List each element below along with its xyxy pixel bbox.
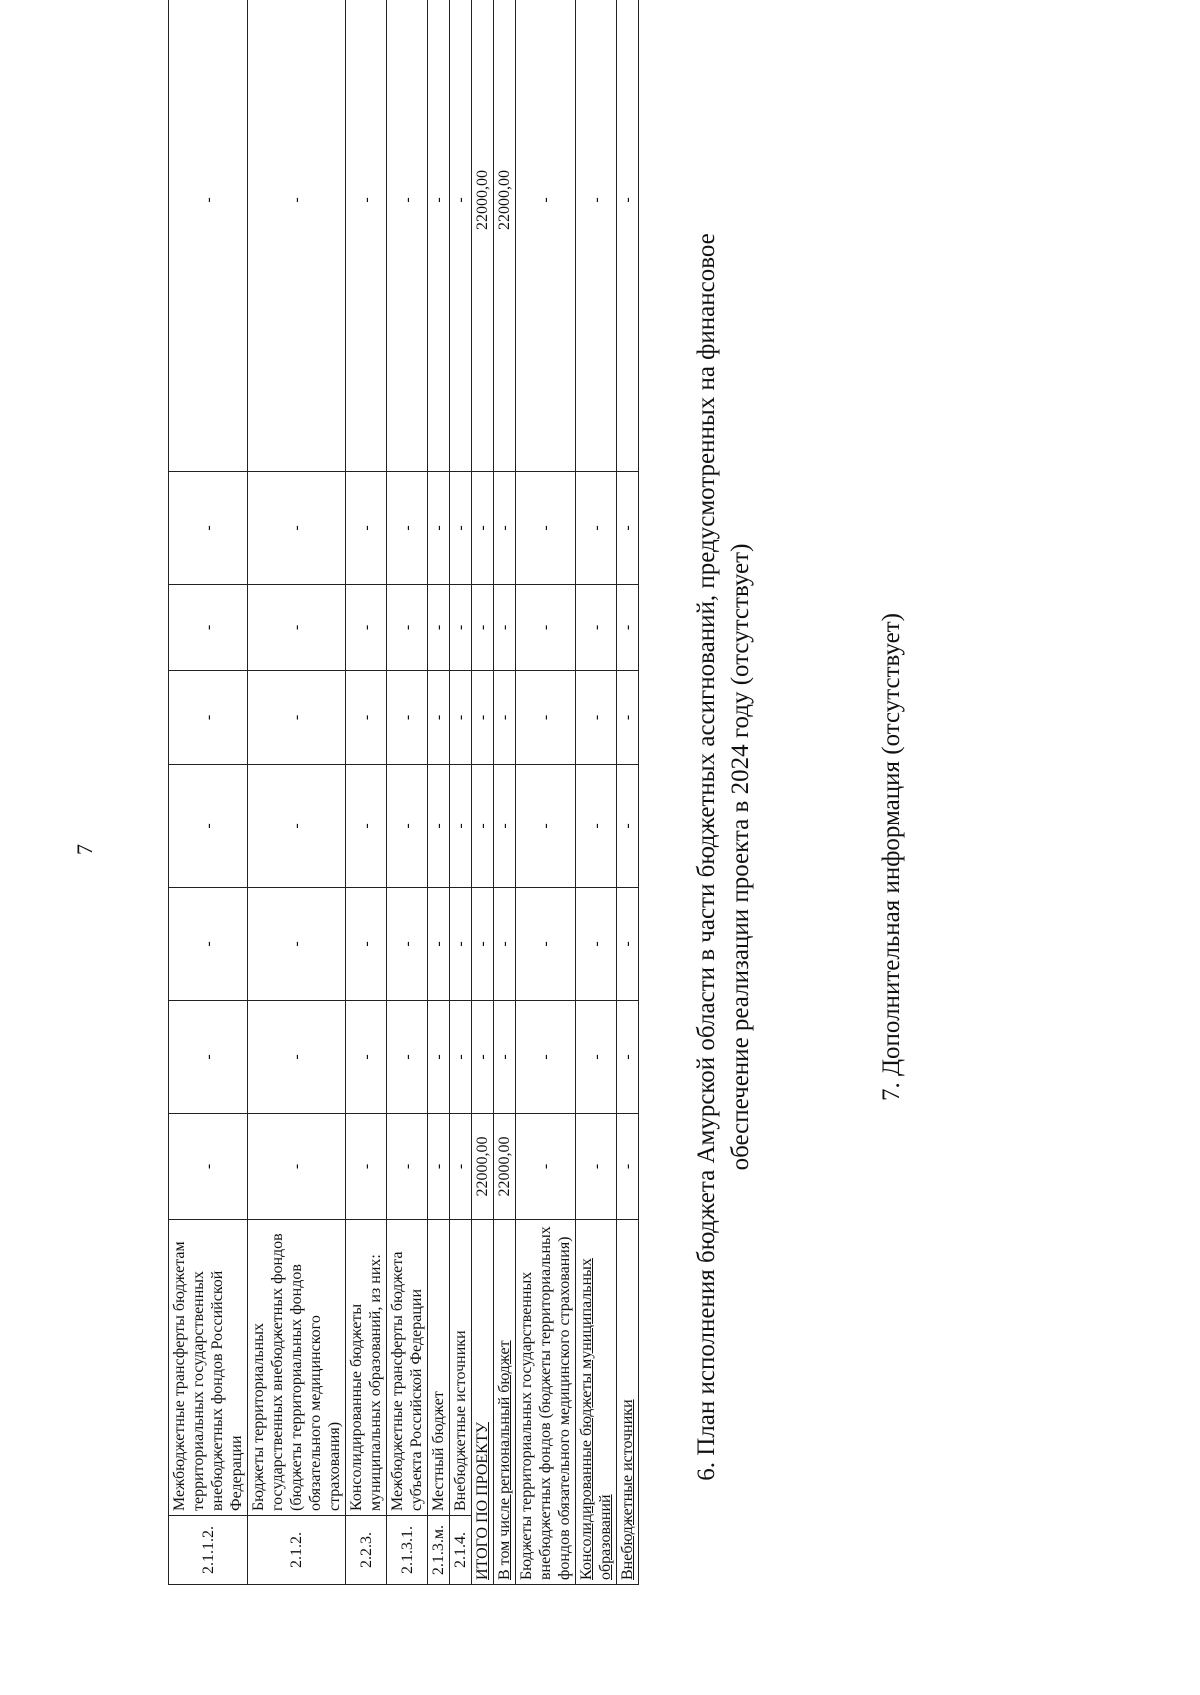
table-row: [516, 0, 576, 1585]
value-cell: -: [576, 765, 617, 888]
value-cell: -: [617, 1001, 639, 1114]
value-cell: -: [617, 0, 639, 472]
table-row: [617, 0, 639, 1585]
value-cell: 22000,00: [472, 1114, 494, 1220]
value-cell: -: [169, 472, 248, 585]
summary-row-name: Внебюджетные источники: [617, 1220, 639, 1585]
value-cell: -: [494, 888, 516, 1001]
value-cell: -: [516, 671, 576, 765]
value-cell: -: [450, 1114, 472, 1220]
value-cell: -: [516, 585, 576, 671]
value-cell: -: [387, 888, 428, 1001]
value-cell: -: [169, 765, 248, 888]
value-cell: -: [617, 765, 639, 888]
value-cell: -: [387, 585, 428, 671]
value-cell: -: [428, 585, 450, 671]
value-cell: -: [387, 472, 428, 585]
value-cell: -: [494, 585, 516, 671]
table-row: [248, 0, 346, 1585]
value-cell: -: [450, 472, 472, 585]
value-cell: -: [472, 671, 494, 765]
value-cell: -: [346, 765, 387, 888]
row-code: 2.1.1.2.: [169, 1516, 248, 1585]
budget-table-body: [169, 0, 639, 1585]
value-cell: -: [576, 0, 617, 472]
value-cell: -: [494, 671, 516, 765]
value-cell: -: [346, 0, 387, 472]
table-row: [450, 0, 472, 1585]
value-cell: -: [576, 888, 617, 1001]
row-code: 2.1.3.м.: [428, 1516, 450, 1585]
value-cell: -: [248, 472, 346, 585]
page-number: 7: [72, 844, 97, 855]
summary-row-name: ИТОГО ПО ПРОЕКТУ: [472, 1220, 494, 1585]
row-name: Консолидированные бюджеты муниципальных образований, из них:: [346, 1220, 387, 1516]
value-cell: -: [516, 1001, 576, 1114]
summary-row-name: В том числе региональный бюджет: [494, 1220, 516, 1585]
value-cell: -: [450, 0, 472, 472]
value-cell: -: [428, 671, 450, 765]
value-cell: -: [450, 765, 472, 888]
row-code: 2.1.3.1.: [387, 1516, 428, 1585]
value-cell: -: [576, 1114, 617, 1220]
value-cell: 22000,00: [494, 1114, 516, 1220]
value-cell: -: [428, 888, 450, 1001]
row-code: 2.1.2.: [248, 1516, 346, 1585]
value-cell: -: [576, 671, 617, 765]
value-cell: -: [617, 472, 639, 585]
value-cell: -: [248, 0, 346, 472]
value-cell: -: [428, 765, 450, 888]
value-cell: -: [387, 0, 428, 472]
value-cell: -: [516, 472, 576, 585]
value-cell: -: [450, 888, 472, 1001]
table-row: [494, 0, 516, 1585]
value-cell: -: [387, 1001, 428, 1114]
row-code: 2.2.3.: [346, 1516, 387, 1585]
value-cell: -: [346, 472, 387, 585]
table-row: [346, 0, 387, 1585]
row-name: Бюджеты территориальных государственных внебюджетных фондов (бюджеты территориальных фондов обязательного медицинского страхования): [248, 1220, 346, 1516]
value-cell: -: [494, 1001, 516, 1114]
row-code: 2.1.4.: [450, 1516, 472, 1585]
section-6-heading: [690, 129, 758, 1585]
value-cell: -: [248, 1001, 346, 1114]
value-cell: -: [617, 1114, 639, 1220]
value-cell: -: [169, 1001, 248, 1114]
row-name: Межбюджетные трансферты бюджета субъекта Российской Федерации: [387, 1220, 428, 1516]
value-cell: -: [494, 765, 516, 888]
value-cell: -: [494, 472, 516, 585]
value-cell: -: [387, 765, 428, 888]
value-cell: -: [472, 888, 494, 1001]
section-6-line-2: обеспечение реализации проекта в 2024 году (отсутствует): [727, 543, 754, 1171]
value-cell: -: [387, 1114, 428, 1220]
section-7-heading: 7. Дополнительная информация (отсутствует): [878, 613, 905, 1102]
value-cell: -: [472, 765, 494, 888]
value-cell: -: [428, 1114, 450, 1220]
row-name: Местный бюджет: [428, 1220, 450, 1516]
value-cell: -: [617, 671, 639, 765]
value-cell: -: [346, 671, 387, 765]
value-cell: -: [516, 888, 576, 1001]
table-row: [576, 0, 617, 1585]
value-cell: -: [428, 1001, 450, 1114]
value-cell: -: [450, 585, 472, 671]
value-cell: -: [346, 888, 387, 1001]
budget-table: [168, 0, 639, 1585]
value-cell: -: [387, 671, 428, 765]
value-cell: -: [248, 888, 346, 1001]
value-cell: -: [617, 585, 639, 671]
table-row: [387, 0, 428, 1585]
value-cell: -: [617, 888, 639, 1001]
value-cell: -: [450, 671, 472, 765]
value-cell: -: [248, 585, 346, 671]
value-cell: -: [169, 0, 248, 472]
summary-row-name: Консолидированные бюджеты муниципальных образований: [576, 1220, 617, 1585]
value-cell: -: [346, 585, 387, 671]
value-cell: -: [169, 1114, 248, 1220]
value-cell: -: [576, 585, 617, 671]
value-cell: -: [576, 472, 617, 585]
value-cell: -: [472, 472, 494, 585]
value-cell: -: [450, 1001, 472, 1114]
value-cell: -: [248, 1114, 346, 1220]
value-cell: 22000,00: [494, 0, 516, 472]
table-row: [472, 0, 494, 1585]
row-name: Внебюджетные источники: [450, 1220, 472, 1516]
value-cell: 22000,00: [472, 0, 494, 472]
summary-row-name: Бюджеты территориальных государственных внебюджетных фондов (бюджеты территориальных фондов обязательного медицинского страхования): [516, 1220, 576, 1585]
table-row: [428, 0, 450, 1585]
value-cell: -: [576, 1001, 617, 1114]
section-6-line-1: 6. План исполнения бюджета Амурской области в части бюджетных ассигнований, предусмотренных на финансовое: [693, 233, 720, 1481]
value-cell: -: [472, 585, 494, 671]
value-cell: -: [248, 765, 346, 888]
value-cell: -: [472, 1001, 494, 1114]
value-cell: -: [346, 1001, 387, 1114]
value-cell: -: [516, 765, 576, 888]
row-name: Межбюджетные трансферты бюджетам территориальных государственных внебюджетных фондов Российской Федерации: [169, 1220, 248, 1516]
value-cell: -: [169, 888, 248, 1001]
value-cell: -: [428, 472, 450, 585]
value-cell: -: [516, 1114, 576, 1220]
value-cell: -: [346, 1114, 387, 1220]
value-cell: -: [169, 671, 248, 765]
table-row: [169, 0, 248, 1585]
value-cell: -: [169, 585, 248, 671]
value-cell: -: [248, 671, 346, 765]
value-cell: -: [428, 0, 450, 472]
value-cell: -: [516, 0, 576, 472]
